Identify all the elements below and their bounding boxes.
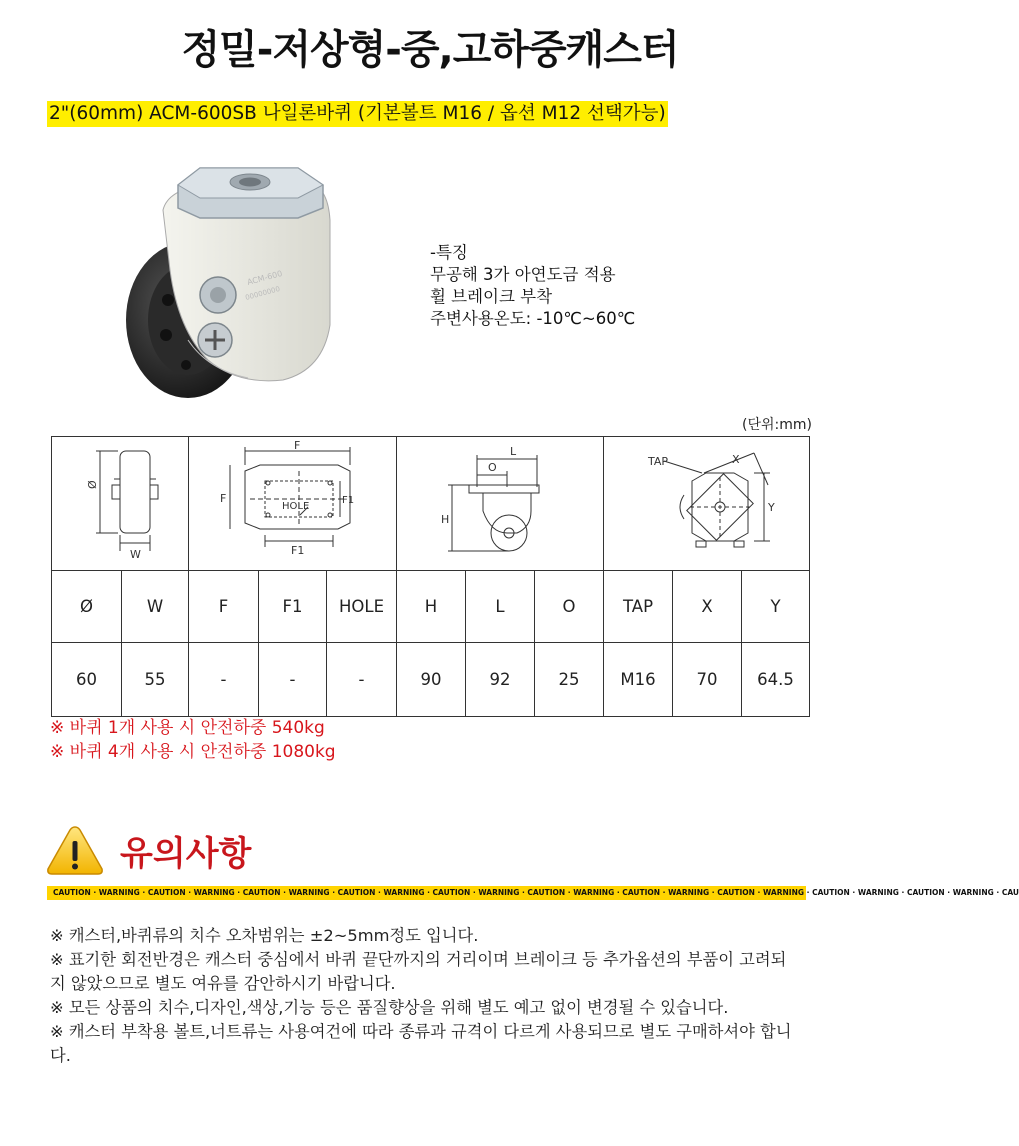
svg-text:ACM-600: ACM-600 bbox=[246, 268, 284, 287]
header-cell: H bbox=[397, 571, 466, 643]
features-heading: -특징 bbox=[430, 243, 468, 262]
top-view-diagram-cell bbox=[604, 437, 810, 571]
header-cell: O bbox=[535, 571, 604, 643]
width-label: W bbox=[130, 548, 141, 561]
l-label: L bbox=[510, 445, 517, 458]
o-label: O bbox=[488, 461, 497, 474]
plate-diagram-cell bbox=[189, 437, 397, 571]
diameter-label: Ø bbox=[86, 480, 99, 489]
feature-item: 주변사용온도: -10℃~60℃ bbox=[430, 309, 636, 328]
value-cell: 90 bbox=[397, 643, 466, 717]
hole-label: HOLE bbox=[281, 501, 309, 512]
caster-photo bbox=[108, 140, 358, 402]
header-cell: F1 bbox=[259, 571, 327, 643]
header-cell: W bbox=[122, 571, 189, 643]
features-list bbox=[430, 242, 635, 330]
load-note: ※ 바퀴 1개 사용 시 안전하중 540kg bbox=[50, 718, 325, 738]
feature-item: 휠 브레이크 부착 bbox=[430, 287, 553, 306]
f1-bottom-label: F1 bbox=[290, 544, 304, 557]
x-label: X bbox=[732, 453, 740, 466]
notice-item: ※ 캐스터,바퀴류의 치수 오차범위는 ±2~5mm정도 입니다. bbox=[50, 926, 479, 945]
value-cell: 70 bbox=[673, 643, 742, 717]
product-subtitle: 2"(60mm) ACM-600SB 나일론바퀴 (기본볼트 M16 / 옵션 M12 선택가능) bbox=[47, 101, 668, 127]
front-view-diagram-cell bbox=[52, 437, 189, 571]
value-cell: - bbox=[259, 643, 327, 717]
top-view-diagram bbox=[604, 437, 810, 566]
f1-side-label: F1 bbox=[341, 495, 354, 506]
unit-label: (단위:mm) bbox=[742, 417, 812, 433]
header-cell: X bbox=[673, 571, 742, 643]
notice-item: ※ 모든 상품의 치수,디자인,색상,기능 등은 품질향상을 위해 별도 예고 없이 변경될 수 있습니다. bbox=[50, 998, 729, 1017]
header-cell: Ø bbox=[52, 571, 122, 643]
header-cell: F bbox=[189, 571, 259, 643]
header-cell: L bbox=[466, 571, 535, 643]
spec-table bbox=[51, 436, 810, 717]
value-cell: 64.5 bbox=[742, 643, 810, 717]
value-cell: 60 bbox=[52, 643, 122, 717]
value-cell: - bbox=[189, 643, 259, 717]
header-cell: HOLE bbox=[327, 571, 397, 643]
y-label: Y bbox=[768, 501, 775, 514]
side-view-diagram bbox=[397, 437, 604, 566]
feature-item: 무공해 3가 아연도금 적용 bbox=[430, 265, 616, 284]
notice-item: ※ 표기한 회전반경은 캐스터 중심에서 바퀴 끝단까지의 거리이며 브레이크 등 추가옵션의 부품이 고려되지 않았으므로 별도 여유를 감안하시기 바랍니다. bbox=[50, 950, 787, 993]
plate-diagram bbox=[190, 437, 396, 566]
front-view-diagram bbox=[52, 437, 188, 566]
f-top-label: F bbox=[293, 439, 300, 452]
header-cell: Y bbox=[742, 571, 810, 643]
page-title: 정밀-저상형-중,고하중캐스터 bbox=[181, 27, 679, 73]
notice-list bbox=[50, 924, 802, 1068]
value-cell: M16 bbox=[604, 643, 673, 717]
value-cell: 92 bbox=[466, 643, 535, 717]
warning-triangle-icon bbox=[46, 824, 104, 876]
header-cell: TAP bbox=[604, 571, 673, 643]
value-cell: - bbox=[327, 643, 397, 717]
value-cell: 25 bbox=[535, 643, 604, 717]
f-side-label: F bbox=[219, 492, 226, 505]
svg-text:00000000: 00000000 bbox=[244, 284, 281, 302]
tap-label: TAP bbox=[648, 455, 669, 468]
warning-title: 유의사항 bbox=[120, 834, 252, 874]
h-label: H bbox=[441, 513, 450, 526]
caution-strip: CAUTION · WARNING · CAUTION · WARNING · CAUTION · WARNING · CAUTION · WARNING · CAUTION · WARNING · CAUTION · WARNING · CAUTION · WARNING · CAUTION · WARNING · CAUTION · WARNING · CAUTION · WARNING · CAU bbox=[47, 886, 806, 900]
side-view-diagram-cell bbox=[397, 437, 604, 571]
notice-item: ※ 캐스터 부착용 볼트,너트류는 사용여건에 따라 종류과 규격이 다르게 사용되므로 별도 구매하셔야 합니다. bbox=[50, 1022, 792, 1065]
value-cell: 55 bbox=[122, 643, 189, 717]
load-notes bbox=[50, 716, 336, 764]
load-note: ※ 바퀴 4개 사용 시 안전하중 1080kg bbox=[50, 742, 336, 762]
